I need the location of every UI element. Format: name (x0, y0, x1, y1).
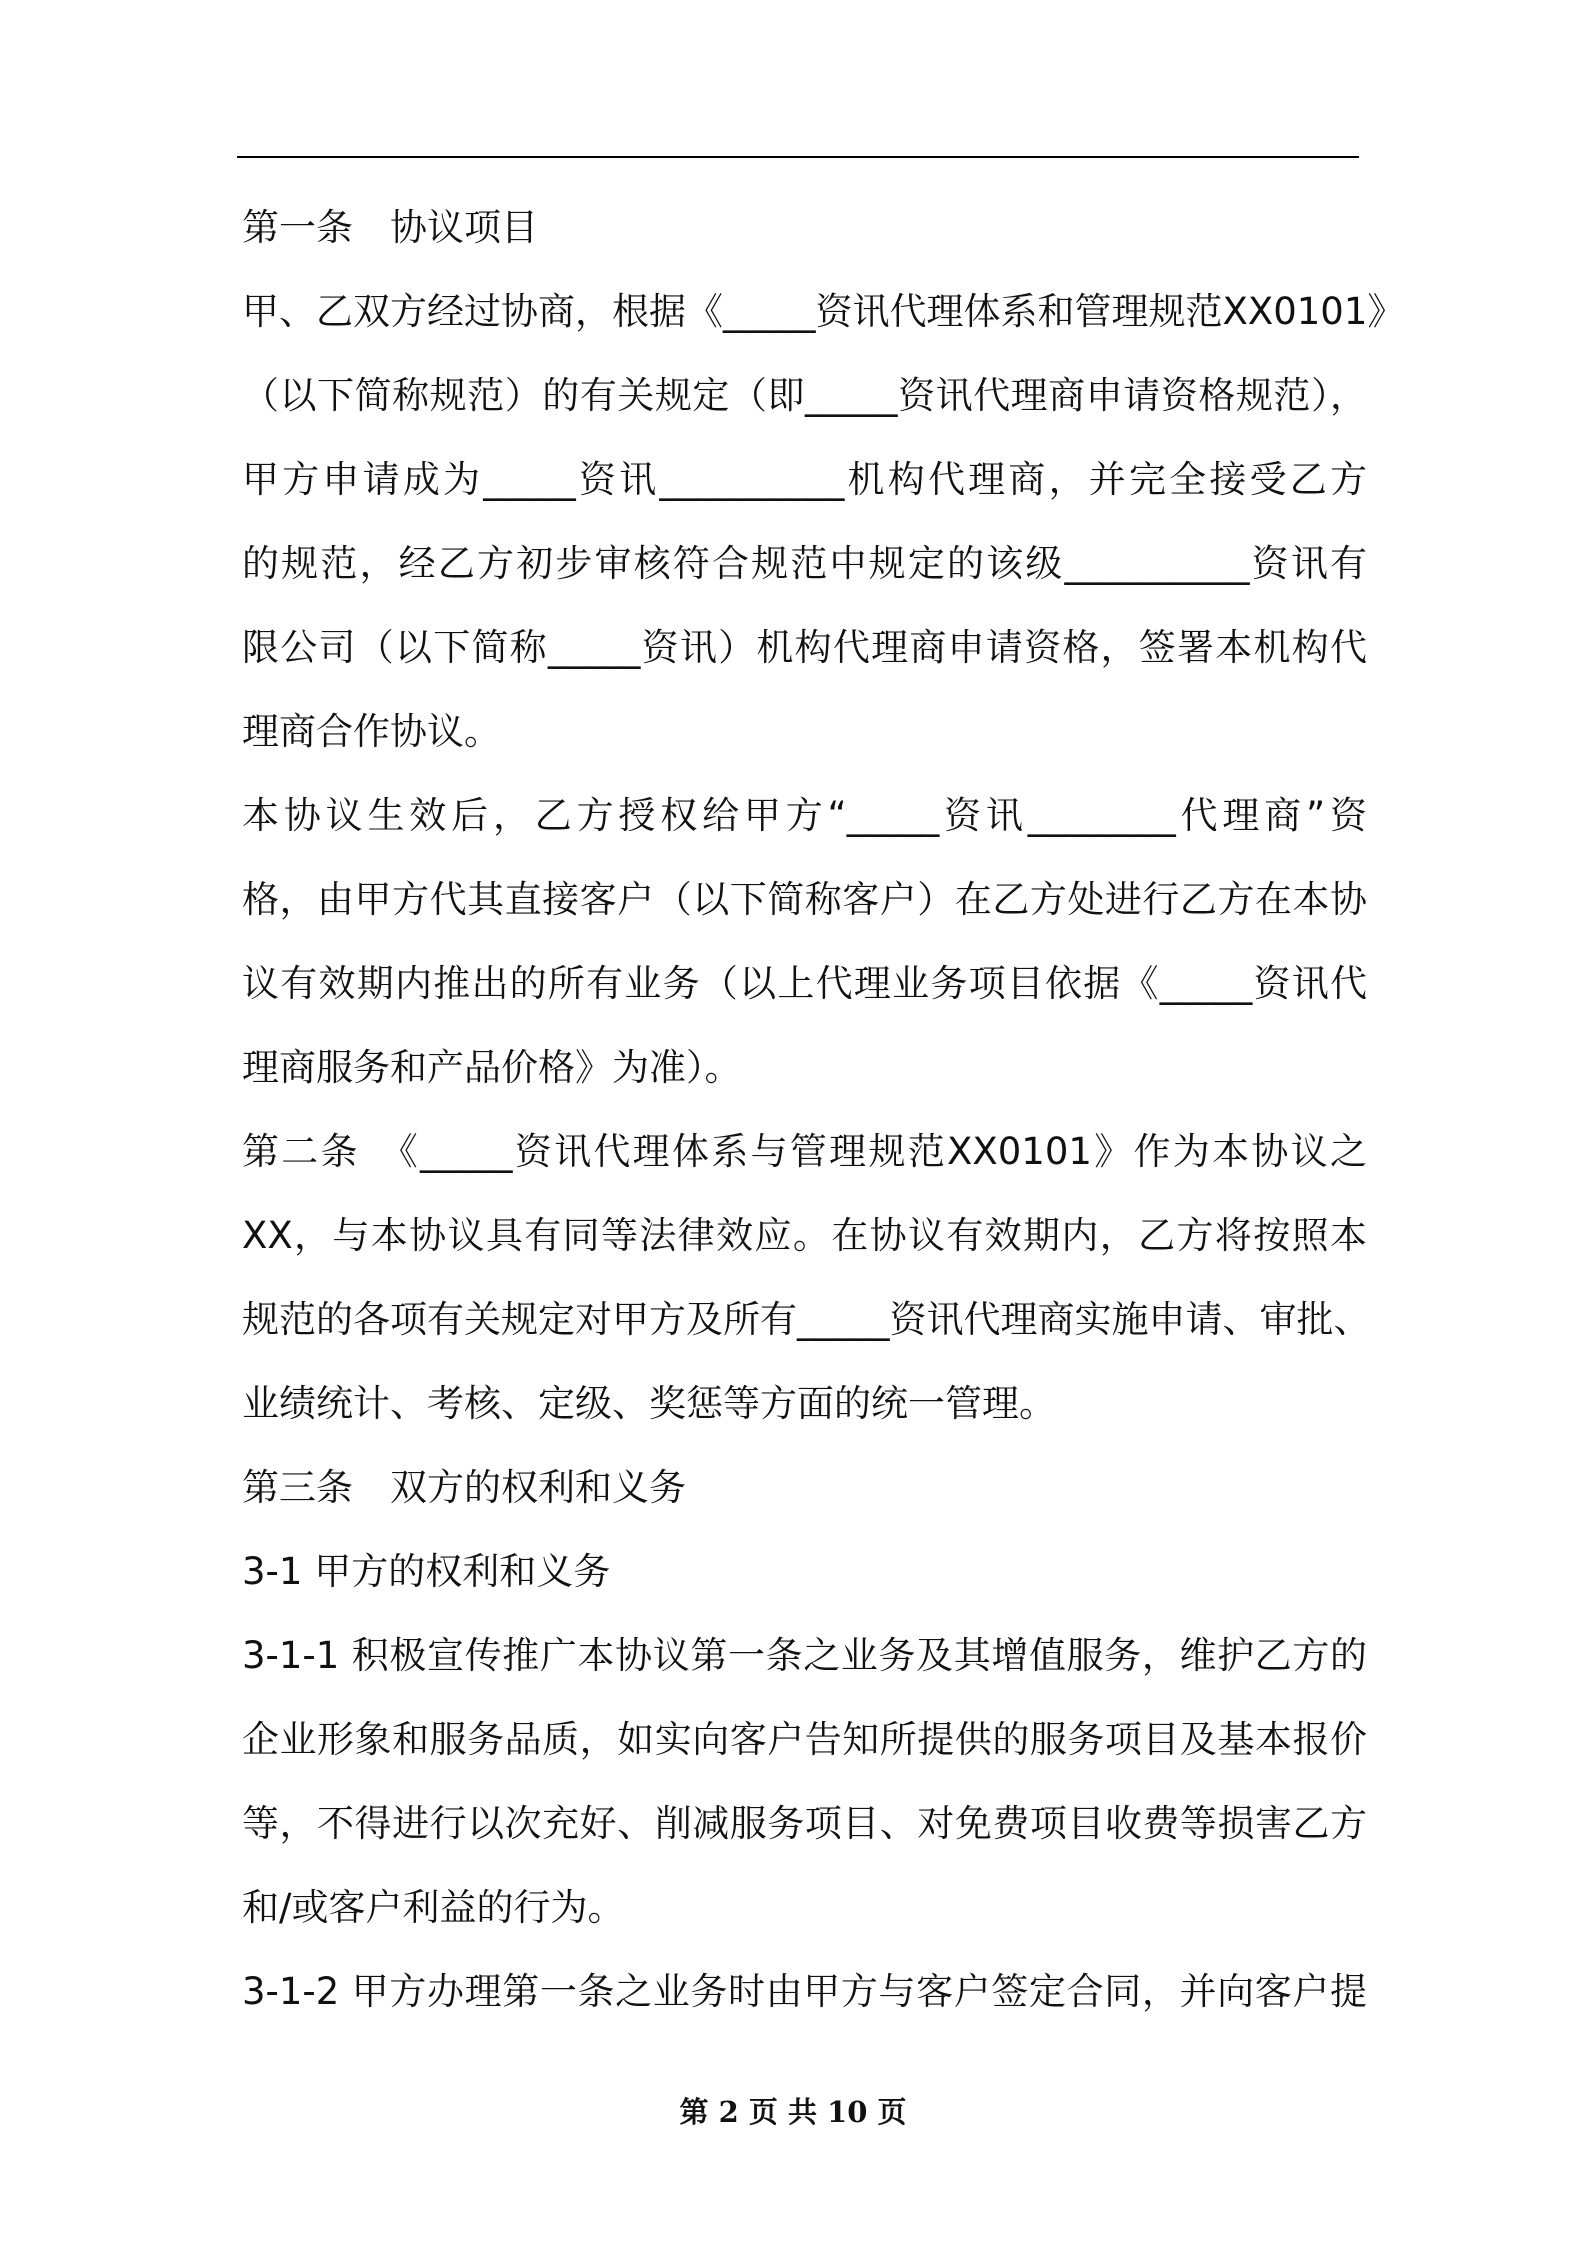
paragraph-line: 的规范，经乙方初步审核符合规范中规定的该级__________资讯有 (242, 542, 1367, 585)
paragraph-line: （以下简称规范）的有关规定（即_____资讯代理商申请资格规范）， (242, 374, 1367, 417)
paragraph-line: 理商合作协议。 (242, 710, 501, 753)
paragraph-line: 理商服务和产品价格》为准）。 (242, 1046, 742, 1089)
page-number: 第 2 页 共 10 页 (679, 2095, 907, 2129)
section-heading-3-1: 3-1 甲方的权利和义务 (242, 1550, 611, 1593)
paragraph-line: 甲方申请成为_____资讯__________机构代理商，并完全接受乙方 (242, 458, 1367, 501)
paragraph-line: 企业形象和服务品质，如实向客户告知所提供的服务项目及基本报价 (242, 1718, 1367, 1761)
paragraph-line: 甲、乙双方经过协商，根据《_____资讯代理体系和管理规范XX0101》 (242, 290, 1405, 333)
paragraph-line: 本协议生效后，乙方授权给甲方“_____资讯________代理商”资 (242, 794, 1367, 837)
paragraph-line: 格，由甲方代其直接客户（以下简称客户）在乙方处进行乙方在本协 (242, 878, 1367, 921)
paragraph-line: XX，与本协议具有同等法律效应。在协议有效期内，乙方将按照本 (242, 1214, 1367, 1257)
heading-article-1: 第一条 协议项目 (242, 206, 538, 249)
paragraph-line: 业绩统计、考核、定级、奖惩等方面的统一管理。 (242, 1382, 1056, 1425)
header-rule (237, 156, 1359, 158)
clause-3-1-1: 3-1-1 积极宣传推广本协议第一条之业务及其增值服务，维护乙方的 (242, 1634, 1367, 1677)
paragraph-line: 和/或客户利益的行为。 (242, 1886, 625, 1929)
document-body (242, 186, 1405, 2034)
paragraph-line: 等，不得进行以次充好、削减服务项目、对免费项目收费等损害乙方 (242, 1802, 1367, 1845)
heading-article-3: 第三条 双方的权利和义务 (242, 1466, 686, 1509)
clause-3-1-2: 3-1-2 甲方办理第一条之业务时由甲方与客户签定合同，并向客户提 (242, 1970, 1367, 2013)
paragraph-line: 议有效期内推出的所有业务（以上代理业务项目依据《_____资讯代 (242, 962, 1367, 1005)
paragraph-line: 限公司（以下简称_____资讯）机构代理商申请资格，签署本机构代 (242, 626, 1367, 669)
paragraph-line: 规范的各项有关规定对甲方及所有_____资讯代理商实施申请、审批、 (242, 1298, 1371, 1341)
heading-article-2: 第二条 《_____资讯代理体系与管理规范XX0101》作为本协议之 (242, 1130, 1367, 1173)
